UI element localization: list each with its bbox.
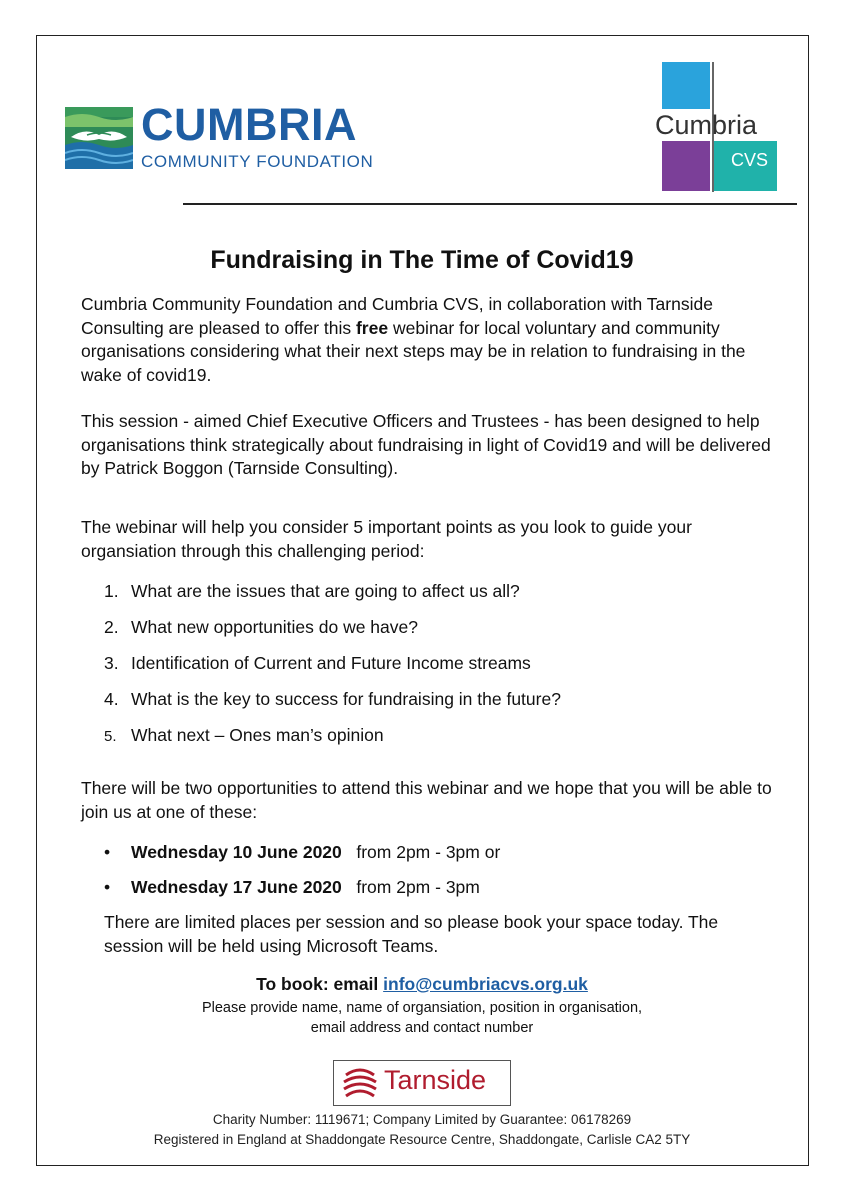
points-intro-paragraph: The webinar will help you consider 5 important points as you look to guide your organsiation through this challenging period:: [81, 517, 692, 561]
list-number: 2.: [104, 617, 119, 637]
bullet-icon: •: [104, 877, 111, 897]
intro-paragraph: [81, 293, 781, 387]
tarnside-swirl-icon: [342, 1067, 378, 1101]
cvs-squares-graphic: [655, 62, 780, 192]
tarnside-logo: [333, 1060, 511, 1106]
list-item: [104, 689, 561, 710]
intro-free-emphasis: free: [355, 317, 389, 338]
list-item: [104, 653, 531, 674]
list-number: 5.: [104, 728, 117, 745]
list-number: 4.: [104, 689, 119, 709]
date-item: [104, 842, 500, 863]
cumbria-community-foundation-logo: [65, 99, 385, 173]
tarnside-name: Tarnside: [384, 1065, 487, 1095]
time-label: from 2pm - 3pm or: [356, 842, 501, 862]
list-item: [104, 617, 418, 638]
handshake-emblem-icon: [65, 107, 133, 169]
booking-email-link[interactable]: info@cumbriacvs.org.uk: [383, 974, 588, 994]
dates-intro-paragraph: There will be two opportunities to attend this webinar and we hope that you will be able to join us at one of these:: [81, 778, 772, 822]
list-text: Identification of Current and Future Income streams: [131, 653, 531, 673]
date-item: [104, 877, 480, 898]
time-label: from 2pm - 3pm: [356, 877, 480, 897]
ccf-subtitle: COMMUNITY FOUNDATION: [141, 152, 374, 171]
list-item: [104, 725, 384, 746]
date-label: Wednesday 10 June 2020: [131, 842, 342, 862]
footer-address-line: Registered in England at Shaddongate Resource Centre, Shaddongate, Carlisle CA2 5TY: [153, 1132, 691, 1147]
intro-text-1: Cumbria Community Foundation and Cumbria CVS, in collaboration with Tarnside Consulting are pleased to offer this: [81, 294, 713, 338]
list-item: [104, 581, 520, 602]
page-title: Fundraising in The Time of Covid19: [210, 246, 634, 274]
bullet-icon: •: [104, 842, 111, 862]
list-text: What next – Ones man’s opinion: [131, 725, 384, 745]
list-number: 3.: [104, 653, 119, 673]
booking-instructions-2: email address and contact number: [310, 1020, 534, 1036]
cvs-abbr: CVS: [731, 150, 769, 170]
list-text: What is the key to success for fundraising in the future?: [131, 689, 561, 709]
booking-label: To book: email: [256, 974, 384, 994]
limited-places-paragraph: There are limited places per session and so please book your space today. The session will be held using Microsoft Teams.: [104, 912, 719, 956]
ccf-title: CUMBRIA: [141, 99, 357, 150]
cumbria-cvs-logo: [655, 62, 780, 192]
header-divider: [183, 203, 797, 205]
booking-line: [0, 974, 844, 995]
list-text: What new opportunities do we have?: [131, 617, 418, 637]
list-number: 1.: [104, 581, 119, 601]
cvs-name: Cumbria: [655, 110, 758, 140]
list-text: What are the issues that are going to affect us all?: [131, 581, 520, 601]
booking-instructions-1: Please provide name, name of organsiation, position in organisation,: [201, 1000, 643, 1016]
session-paragraph: This session - aimed Chief Executive Officers and Trustees - has been designed to help organisations think strategically about fundraising in light of Covid19 and will be delivered by Patrick Boggon (Tarnside Consulting).: [81, 411, 771, 478]
date-label: Wednesday 17 June 2020: [131, 877, 342, 897]
footer-charity-line: Charity Number: 1119671; Company Limited by Guarantee: 06178269: [212, 1112, 632, 1127]
intro-text-2: webinar for local voluntary and community organisations considering what their next steps may be in relation to fundraising in the wake of covid19.: [81, 317, 746, 385]
